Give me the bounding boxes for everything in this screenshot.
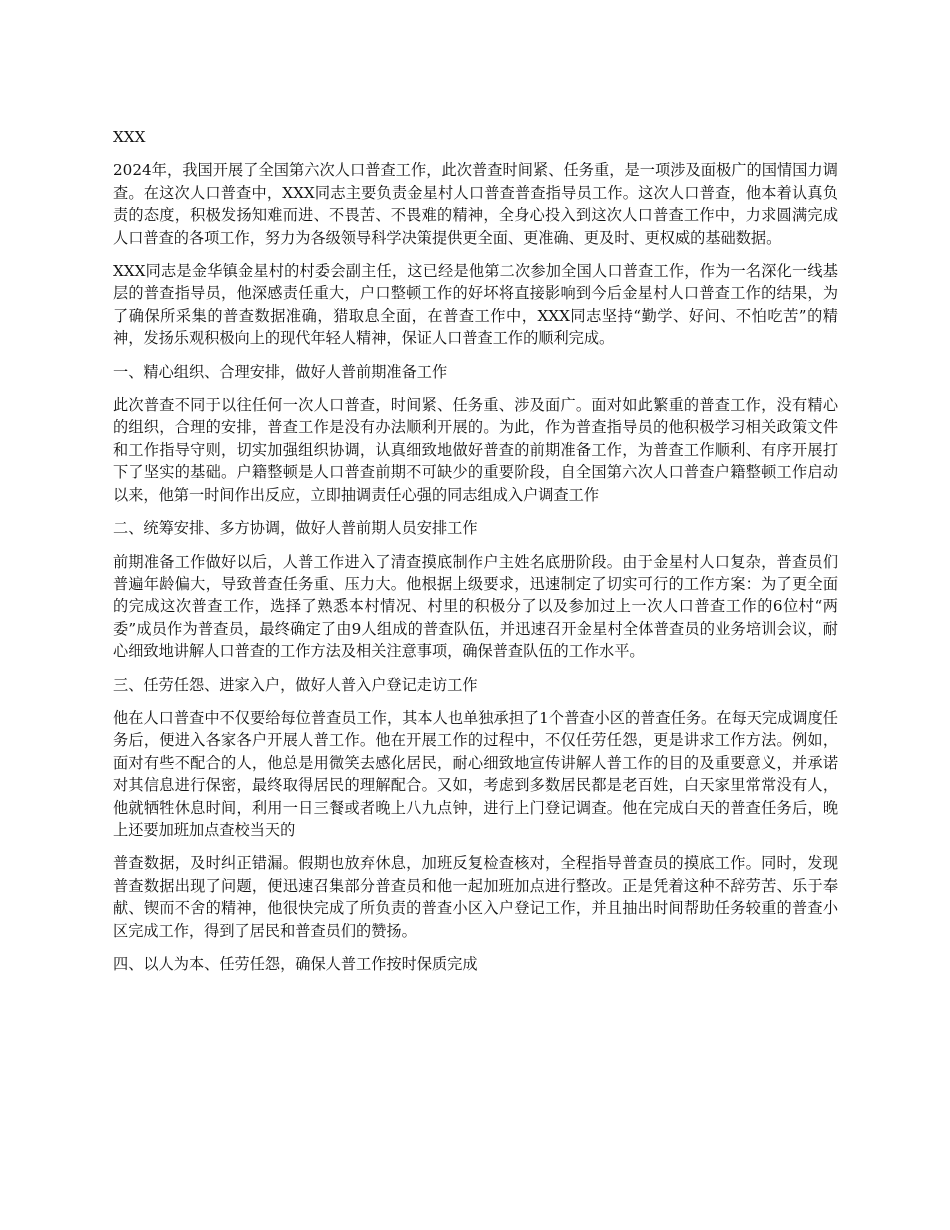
paragraph-section-3: 他在人口普查中不仅要给每位普查员工作，其本人也单独承担了1个普查小区的普查任务。在每天完成调度任务后，便进入各家各户开展人普工作。他在开展工作的过程中，不仅任劳任怨，更是讲求工作方法。例如，面对有些不配合的人，他总是用微笑去感化居民，耐心细致地宣传讲解人普工作的目的及重要意义，并承诺对其信息进行保密，最终取得居民的理解配合。又如，考虑到多数居民都是老百姓，白天家里常常没有人，他就牺牲休息时间，利用一日三餐或者晚上八九点钟，进行上门登记调查。他在完成白天的普查任务后，晚上还要加班加点查校当天的: [113, 708, 838, 839]
document-title: XXX: [113, 128, 146, 146]
paragraph-section-3-continued: 普查数据，及时纠正错漏。假期也放弃休息，加班反复检查核对，全程指导普查员的摸底工作。同时，发现普查数据出现了问题，便迅速召集部分普查员和他一起加班加点进行整改。正是凭着这种不辞劳苦、乐于奉献、锲而不舍的精神，他很快完成了所负责的普查小区入户登记工作，并且抽出时间帮助任务较重的普查小区完成工作，得到了居民和普查员们的赞扬。: [113, 854, 838, 940]
section-heading-4: 四、以人为本、任劳任怨，确保人普工作按时保质完成: [113, 955, 478, 973]
section-heading-3: 三、任劳任怨、进家入户，做好人普入户登记走访工作: [113, 675, 478, 694]
paragraph-background: XXX同志是金华镇金星村的村委会副主任，这已经是他第二次参加全国人口普查工作，作为一名深化一线基层的普查指导员，他深感责任重大，户口整顿工作的好坏将直接影响到今后金星村人口普查工作的结果，为了确保所采集的普查数据准确，猎取息全面，在普查工作中，XXX同志坚持“勤学、好问、不怕吃苦”的精神，发扬乐观积极向上的现代年轻人精神，保证人口普查工作的顺利完成。: [113, 262, 838, 348]
paragraph-intro: 2024年，我国开展了全国第六次人口普查工作，此次普查时间紧、任务重，是一项涉及面极广的国情国力调查。在这次人口普查中，XXX同志主要负责金星村人口普查普查指导员工作。这次人口普查，他本着认真负责的态度，积极发扬知难而进、不畏苦、不畏难的精神，全身心投入到这次人口普查工作中，力求圆满完成人口普查的各项工作，努力为各级领导科学决策提供更全面、更准确、更及时、更权威的基础数据。: [113, 161, 838, 247]
paragraph-section-1: 此次普查不同于以往任何一次人口普查，时间紧、任务重、涉及面广。面对如此繁重的普查工作，没有精心的组织，合理的安排，普查工作是没有办法顺利开展的。为此，作为普查指导员的他积极学习相关政策文件和工作指导守则，切实加强组织协调，认真细致地做好普查的前期准备工作，为普查工作顺利、有序开展打下了坚实的基础。户籍整顿是人口普查前期不可缺少的重要阶段，自全国第六次人口普查户籍整顿工作启动以来，他第一时间作出反应，立即抽调责任心强的同志组成入户调查工作: [113, 396, 838, 504]
section-heading-1: 一、精心组织、合理安排，做好人普前期准备工作: [113, 362, 448, 381]
document-page: [113, 126, 838, 986]
section-heading-2: 二、统筹安排、多方协调，做好人普前期人员安排工作: [113, 519, 478, 538]
paragraph-section-2: 前期准备工作做好以后，人普工作进入了清查摸底制作户主姓名底册阶段。由于金星村人口复杂，普查员们普遍年龄偏大，导致普查任务重、压力大。他根据上级要求，迅速制定了切实可行的工作方案：为了更全面的完成这次普查工作，选择了熟悉本村情况、村里的积极分了以及参加过上一次人口普查工作的6位村“两委”成员作为普查员，最终确定了由9人组成的普查队伍，并迅速召开金星村全体普查员的业务培训会议，耐心细致地讲解人口普查的工作方法及相关注意事项，确保普查队伍的工作水平。: [113, 552, 838, 661]
